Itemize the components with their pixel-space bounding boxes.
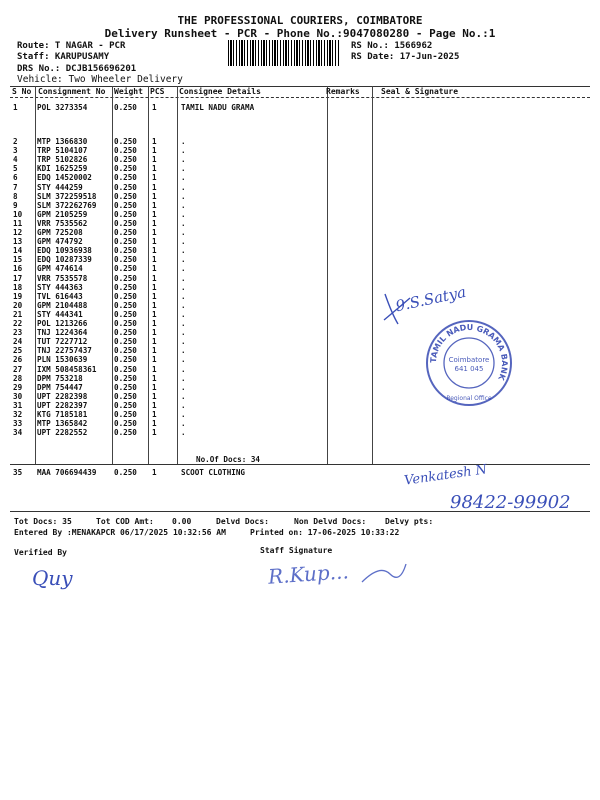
- row-consignment: STY 444259: [37, 182, 83, 192]
- row-sno: 12: [13, 228, 23, 237]
- row-weight: 0.250: [114, 237, 137, 247]
- stamp-center-code: 641 045: [454, 365, 484, 373]
- row-consignee: .: [181, 155, 186, 165]
- row-consignment: EDQ 10936938: [37, 246, 92, 256]
- row-consignee: .: [181, 419, 186, 429]
- row-consignment: KDI 1625259: [37, 164, 88, 174]
- row-weight: 0.250: [114, 373, 137, 383]
- row-consignment: KTG 7185181: [37, 410, 88, 419]
- row-sno: 34: [13, 428, 23, 438]
- table-row: [0, 146, 600, 155]
- row-sno: 25: [13, 346, 23, 356]
- row-consignment: GPM 725208: [37, 228, 83, 237]
- receiver-phone-handwriting: 98422-99902: [450, 492, 571, 513]
- row-consignee: TAMIL NADU GRAMA: [181, 103, 255, 112]
- row-weight: 0.250: [114, 355, 137, 365]
- staff-signature-stroke-icon: [360, 560, 410, 590]
- table-row: [0, 301, 600, 310]
- row-consignee: .: [181, 364, 186, 374]
- row-pcs: 1: [152, 246, 157, 256]
- row-weight: 0.250: [114, 282, 137, 292]
- row-consignee: .: [181, 246, 186, 256]
- row-consignment: TUT 7227712: [37, 337, 88, 347]
- row-consignment: POL 3273354: [37, 103, 88, 112]
- row-weight: 0.250: [114, 410, 137, 419]
- stamp-bottom-text: Regional Office: [446, 395, 492, 402]
- table-row: [0, 173, 600, 182]
- table-row: [0, 419, 600, 428]
- row-weight: 0.250: [114, 182, 137, 192]
- row-sno: 9: [13, 200, 18, 210]
- row-pcs: 1: [152, 282, 157, 292]
- col-header-weight: Weight: [114, 87, 143, 96]
- row-consignment: DPM 753218: [37, 373, 83, 383]
- row-weight: 0.250: [114, 200, 137, 210]
- row-sno: 16: [13, 264, 23, 274]
- row-consignee: .: [181, 146, 186, 156]
- row-consignee: .: [181, 337, 186, 347]
- row-sno: 3: [13, 146, 18, 156]
- row-weight: 0.250: [114, 273, 137, 283]
- total-cod-value: 0.00: [172, 517, 192, 526]
- row-sno: 2: [13, 137, 18, 146]
- receiver-name-handwriting: Venkatesh N: [403, 462, 488, 489]
- signature-stroke-icon: [380, 290, 420, 330]
- runsheet-subtitle: Delivery Runsheet - PCR - Phone No.:9047080280 - Page No.:1: [104, 27, 496, 40]
- row-pcs: 1: [152, 346, 157, 356]
- row-consignee: .: [181, 319, 186, 328]
- row-sno: 21: [13, 309, 23, 319]
- row-weight: 0.250: [114, 209, 137, 219]
- row-weight: 0.250: [114, 246, 137, 256]
- row-consignee: .: [181, 410, 186, 419]
- row-consignee: .: [181, 400, 186, 410]
- row-sno: 4: [13, 155, 18, 165]
- col-header-remarks: Remarks: [326, 87, 360, 96]
- table-row: [0, 468, 600, 477]
- row-pcs: 1: [152, 200, 157, 210]
- row-sno: 17: [13, 273, 23, 283]
- row-weight: 0.250: [114, 319, 137, 328]
- row-consignee: .: [181, 182, 186, 192]
- row-weight: 0.250: [114, 300, 137, 310]
- row-pcs: 1: [152, 319, 157, 328]
- row-consignee: .: [181, 173, 186, 183]
- row-sno: 22: [13, 319, 23, 328]
- table-row: [0, 237, 600, 246]
- table-header-divider: [10, 97, 590, 98]
- table-row: [0, 228, 600, 237]
- row-pcs: 1: [152, 182, 157, 192]
- row-sno: 31: [13, 400, 23, 410]
- verified-by-label: Verified By: [14, 548, 67, 557]
- table-row: [0, 164, 600, 173]
- col-header-consignee: Consignee Details: [179, 87, 261, 96]
- row-consignee: .: [181, 382, 186, 392]
- row-pcs: 1: [152, 428, 157, 438]
- row-weight: 0.250: [114, 346, 137, 356]
- table-row: [0, 219, 600, 228]
- row-consignee: .: [181, 228, 186, 237]
- row-sno: 33: [13, 419, 23, 429]
- row-sno: 1: [13, 103, 18, 112]
- staff-label: Staff: KARUPUSAMY: [17, 52, 110, 62]
- row-weight: 0.250: [114, 428, 137, 438]
- group-separator: [10, 464, 590, 465]
- row-consignee: .: [181, 164, 186, 174]
- row-consignment: GPM 2105259: [37, 209, 88, 219]
- row-pcs: 1: [152, 218, 157, 228]
- entered-by: Entered By :MENAKAPCR 06/17/2025 10:32:56 AM: [14, 528, 226, 537]
- row-consignment: GPM 474614: [37, 264, 83, 274]
- stamp-center-text: Coimbatore: [448, 356, 490, 364]
- row-weight: 0.250: [114, 103, 137, 112]
- row-consignee: .: [181, 328, 186, 338]
- row-consignee: .: [181, 209, 186, 219]
- company-title: THE PROFESSIONAL COURIERS, COIMBATORE: [177, 14, 423, 27]
- row-weight: 0.250: [114, 173, 137, 183]
- row-weight: 0.250: [114, 468, 137, 477]
- row-consignee: .: [181, 428, 186, 438]
- row-sno: 29: [13, 382, 23, 392]
- row-consignment: GPM 474792: [37, 237, 83, 247]
- row-consignment: IXM 508458361: [37, 364, 97, 374]
- row-sno: 7: [13, 182, 18, 192]
- row-consignment: TNJ 22757437: [37, 346, 92, 356]
- row-sno: 15: [13, 255, 23, 265]
- table-row: [0, 410, 600, 419]
- table-row: [0, 428, 600, 437]
- row-sno: 13: [13, 237, 23, 247]
- row-weight: 0.250: [114, 164, 137, 174]
- col-header-consignment: Consignment No: [38, 87, 106, 96]
- row-pcs: 1: [152, 468, 157, 477]
- vehicle-label: Vehicle: Two Wheeler Delivery: [17, 74, 183, 85]
- row-consignment: VRR 7535578: [37, 273, 88, 283]
- table-row: [0, 283, 600, 292]
- row-pcs: 1: [152, 328, 157, 338]
- row-pcs: 1: [152, 410, 157, 419]
- consignee-signature: 9.S.Satya: [393, 282, 468, 316]
- row-sno: 27: [13, 364, 23, 374]
- row-pcs: 1: [152, 391, 157, 401]
- row-weight: 0.250: [114, 419, 137, 429]
- row-pcs: 1: [152, 419, 157, 429]
- table-row: [0, 246, 600, 255]
- row-weight: 0.250: [114, 400, 137, 410]
- row-consignee: .: [181, 300, 186, 310]
- row-consignee: .: [181, 191, 186, 201]
- row-sno: 6: [13, 173, 18, 183]
- row-consignee: .: [181, 237, 186, 247]
- row-consignee: .: [181, 200, 186, 210]
- row-sno: 20: [13, 300, 23, 310]
- row-pcs: 1: [152, 273, 157, 283]
- drs-number: DRS No.: DCJB156696201: [17, 64, 137, 74]
- row-pcs: 1: [152, 291, 157, 301]
- bank-seal-stamp: [424, 318, 514, 408]
- row-pcs: 1: [152, 382, 157, 392]
- row-pcs: 1: [152, 228, 157, 237]
- row-sno: 28: [13, 373, 23, 383]
- row-sno: 5: [13, 164, 18, 174]
- row-consignee: .: [181, 255, 186, 265]
- row-pcs: 1: [152, 400, 157, 410]
- row-consignment: TNJ 1224364: [37, 328, 88, 338]
- row-weight: 0.250: [114, 137, 137, 146]
- row-consignee: .: [181, 291, 186, 301]
- row-sno: 14: [13, 246, 23, 256]
- row-sno: 19: [13, 291, 23, 301]
- row-sno: 11: [13, 218, 23, 228]
- row-consignment: TVL 616443: [37, 291, 83, 301]
- barcode: [228, 40, 340, 66]
- row-consignee: .: [181, 309, 186, 319]
- group-doc-count: No.Of Docs: 34: [196, 455, 261, 464]
- row-consignment: MTP 1365842: [37, 419, 88, 429]
- row-consignee: .: [181, 355, 186, 365]
- rs-date: RS Date: 17-Jun-2025: [351, 52, 460, 62]
- row-consignment: STY 444363: [37, 282, 83, 292]
- row-pcs: 1: [152, 264, 157, 274]
- col-header-seal: Seal & Signature: [381, 87, 459, 96]
- total-docs: Tot Docs: 35: [14, 517, 72, 526]
- row-pcs: 1: [152, 103, 157, 112]
- table-row: [0, 183, 600, 192]
- row-pcs: 1: [152, 209, 157, 219]
- staff-signature-label: Staff Signature: [260, 546, 333, 555]
- row-weight: 0.250: [114, 255, 137, 265]
- row-pcs: 1: [152, 373, 157, 383]
- row-weight: 0.250: [114, 218, 137, 228]
- row-consignment: SLM 372259518: [37, 191, 97, 201]
- row-consignment: SLM 372262769: [37, 200, 97, 210]
- row-pcs: 1: [152, 137, 157, 146]
- row-sno: 8: [13, 191, 18, 201]
- row-weight: 0.250: [114, 155, 137, 165]
- row-sno: 18: [13, 282, 23, 292]
- row-consignee: .: [181, 137, 186, 146]
- delivered-docs: Delvd Docs:: [216, 517, 269, 526]
- row-consignment: TRP 5104107: [37, 146, 88, 156]
- row-sno: 26: [13, 355, 23, 365]
- row-consignee: .: [181, 391, 186, 401]
- row-weight: 0.250: [114, 291, 137, 301]
- route-label: Route: T NAGAR - PCR: [17, 41, 126, 51]
- row-pcs: 1: [152, 364, 157, 374]
- table-row: [0, 210, 600, 219]
- row-sno: 32: [13, 410, 23, 419]
- row-consignment: EDQ 14520002: [37, 173, 92, 183]
- table-row: [0, 201, 600, 210]
- row-weight: 0.250: [114, 337, 137, 347]
- row-pcs: 1: [152, 146, 157, 156]
- row-sno: 10: [13, 209, 23, 219]
- row-consignment: EDQ 10287339: [37, 255, 92, 265]
- row-pcs: 1: [152, 173, 157, 183]
- row-weight: 0.250: [114, 309, 137, 319]
- stamp-ring-text: TAMIL NADU GRAMA BANK: [428, 322, 510, 382]
- table-row: [0, 255, 600, 264]
- row-consignment: VRR 7535562: [37, 218, 88, 228]
- table-row: [0, 155, 600, 164]
- col-header-pcs: PCS: [150, 87, 165, 96]
- table-row: [0, 292, 600, 301]
- row-weight: 0.250: [114, 364, 137, 374]
- row-pcs: 1: [152, 164, 157, 174]
- row-consignment: PLN 1530639: [37, 355, 88, 365]
- row-consignment: GPM 2104488: [37, 300, 88, 310]
- row-pcs: 1: [152, 300, 157, 310]
- row-weight: 0.250: [114, 228, 137, 237]
- row-pcs: 1: [152, 155, 157, 165]
- col-header-sno: S No: [12, 87, 32, 96]
- row-consignee: .: [181, 264, 186, 274]
- row-pcs: 1: [152, 237, 157, 247]
- row-weight: 0.250: [114, 382, 137, 392]
- staff-signature: R.Kup...: [267, 559, 350, 589]
- row-consignment: UPT 2282552: [37, 428, 88, 438]
- row-pcs: 1: [152, 255, 157, 265]
- row-pcs: 1: [152, 337, 157, 347]
- row-consignee: .: [181, 346, 186, 356]
- row-weight: 0.250: [114, 264, 137, 274]
- row-consignee: .: [181, 273, 186, 283]
- row-pcs: 1: [152, 309, 157, 319]
- printed-on: Printed on: 17-06-2025 10:33:22: [250, 528, 400, 537]
- row-weight: 0.250: [114, 191, 137, 201]
- row-consignment: UPT 2282397: [37, 400, 88, 410]
- table-row: [0, 137, 600, 146]
- table-row: [0, 103, 600, 112]
- verified-signature: Quy: [32, 566, 73, 590]
- row-weight: 0.250: [114, 328, 137, 338]
- row-pcs: 1: [152, 191, 157, 201]
- row-weight: 0.250: [114, 146, 137, 156]
- row-pcs: 1: [152, 355, 157, 365]
- row-consignee: .: [181, 282, 186, 292]
- row-weight: 0.250: [114, 391, 137, 401]
- row-consignee: .: [181, 373, 186, 383]
- row-consignee: .: [181, 218, 186, 228]
- row-consignment: DPM 754447: [37, 382, 83, 392]
- row-consignment: TRP 5102826: [37, 155, 88, 165]
- row-consignment: STY 444341: [37, 309, 83, 319]
- total-cod-label: Tot COD Amt:: [96, 517, 154, 526]
- non-delivered-docs: Non Delvd Docs:: [294, 517, 367, 526]
- row-consignment: UPT 2282398: [37, 391, 88, 401]
- row-consignment: MTP 1366830: [37, 137, 88, 146]
- row-sno: 35: [13, 468, 23, 477]
- delivery-points: Delvy pts:: [385, 517, 434, 526]
- row-consignee: SCOOT CLOTHING: [181, 468, 246, 477]
- table-row: [0, 264, 600, 273]
- row-sno: 23: [13, 328, 23, 338]
- table-row: [0, 274, 600, 283]
- row-consignment: MAA 706694439: [37, 468, 97, 477]
- table-row: [0, 192, 600, 201]
- rs-number: RS No.: 1566962: [351, 41, 433, 51]
- row-consignment: POL 1213266: [37, 319, 88, 328]
- row-sno: 24: [13, 337, 23, 347]
- row-sno: 30: [13, 391, 23, 401]
